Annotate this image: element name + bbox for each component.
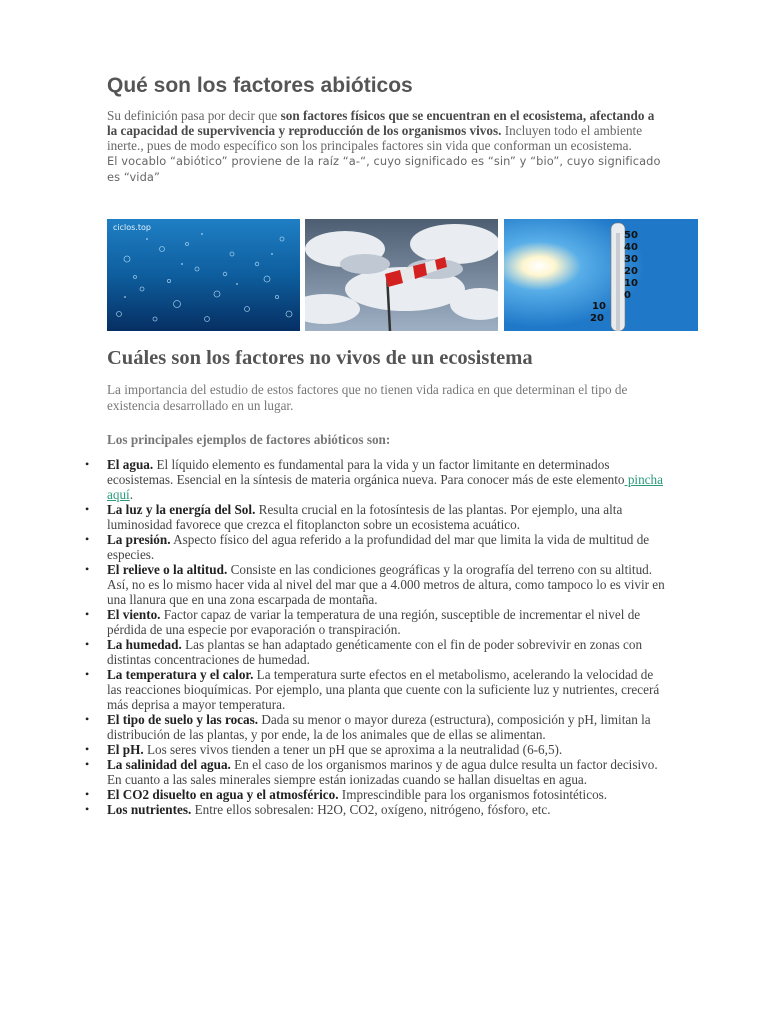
factor-description: En el caso de los organismos marinos y de agua dulce resulta un factor decisivo. En cuanto a las sales minerales siempre están ionizadas cuando se hallan disueltas en agua. <box>107 757 658 787</box>
factor-name: La humedad. <box>107 637 182 652</box>
factor-name: El CO2 disuelto en agua y el atmosférico. <box>107 787 339 802</box>
thermo-tick: 20 <box>624 266 638 277</box>
factor-item <box>85 667 667 712</box>
factor-description: Aspecto físico del agua referido a la profundidad del mar que limita la vida de multitud de especies. <box>107 532 650 562</box>
factor-description: Factor capaz de variar la temperatura de una región, susceptible de incrementar el nivel de pérdida de una especie por evaporación o transpiración. <box>107 607 641 637</box>
factor-item <box>85 742 667 757</box>
bullet-icon: • <box>85 457 90 471</box>
underwater-bubbles-image <box>107 219 300 331</box>
intro-lead: Su definición pasa por decir que <box>107 108 281 123</box>
thermo-tick: 30 <box>624 254 638 265</box>
thermo-tick: 40 <box>624 242 638 253</box>
intro-bold: son factores físicos que se encuentran en el ecosistema, afectando a la capacidad de supervivencia y reproducción de los organismos vivos. <box>107 108 655 138</box>
factor-item <box>85 607 667 637</box>
thermo-tick: 10 <box>624 278 638 289</box>
bullet-icon: • <box>85 532 90 546</box>
factor-description: Resulta crucial en la fotosíntesis de las plantas. Por ejemplo, una alta luminosidad favorece que crezca el fitoplancton sobre un ecosistema acuático. <box>107 502 623 532</box>
bullet-icon: • <box>85 757 90 771</box>
factor-item <box>85 757 667 787</box>
factor-item <box>85 532 667 562</box>
bullet-icon: • <box>85 502 90 516</box>
factor-name: La temperatura y el calor. <box>107 667 254 682</box>
factor-description: El líquido elemento es fundamental para la vida y un factor limitante en determinados ecosistemas. Esencial en la síntesis de materia orgánica nueva. Para conocer más de este elemento <box>107 457 625 487</box>
page-title: Qué son los factores abióticos <box>107 74 413 97</box>
ciclos-watermark: ciclos.top <box>113 223 151 232</box>
factor-description: Consiste en las condiciones geográficas y la orografía del terreno con su altitud. Así, no es lo mismo hacer vida al nivel del mar que a 4.000 metros de altura, como tampoco lo es vivir en una llanura que en una zona escarpada de montaña. <box>107 562 665 607</box>
thermo-tick: 0 <box>624 290 631 301</box>
factor-item <box>85 562 667 607</box>
factor-name: El relieve o la altitud. <box>107 562 228 577</box>
factor-name: El viento. <box>107 607 161 622</box>
factor-trailing-text: . <box>129 487 134 502</box>
factor-item <box>85 637 667 667</box>
intro-rest: Incluyen todo el ambiente inerte., pues de modo específico son los principales factores sin vida que conforman un ecosistema. <box>107 123 643 153</box>
intro-vocablo: El vocablo “abiótico” proviene de la raíz “a-“, cuyo significado es “sin” y “bio”, cuyo significado es “vida” <box>107 154 661 184</box>
bullet-icon: • <box>85 637 90 651</box>
bullet-icon: • <box>85 802 90 816</box>
thermo-tick: 10 <box>592 301 606 312</box>
factor-name: La presión. <box>107 532 171 547</box>
factor-description: Las plantas se han adaptado genéticamente con el fin de poder sobrevivir en zonas con distintas concentraciones de humedad. <box>107 637 643 667</box>
factor-name: La salinidad del agua. <box>107 757 231 772</box>
bullet-icon: • <box>85 667 90 681</box>
factor-description: Dada su menor o mayor dureza (estructura), composición y pH, limitan la distribución de las plantas, y por ende, la de los animales que de ellas se alimentan. <box>107 712 651 742</box>
factor-description: Los seres vivos tienden a tener un pH que se aproxima a la neutralidad (6-6,5). <box>143 742 563 757</box>
factor-item <box>85 802 667 817</box>
factor-name: Los nutrientes. <box>107 802 192 817</box>
factor-name: El agua. <box>107 457 154 472</box>
bullet-icon: • <box>85 787 90 801</box>
factor-name: El pH. <box>107 742 144 757</box>
factor-description: La temperatura surte efectos en el metabolismo, acelerando la velocidad de las reacciones bioquímicas. Por ejemplo, una planta que cuente con la suficiente luz y nutrientes, crecerá más deprisa a mayor temperatura. <box>107 667 660 712</box>
bullet-icon: • <box>85 562 90 576</box>
examples-heading: Los principales ejemplos de factores abióticos son: <box>107 432 391 447</box>
section-subtitle: Cuáles son los factores no vivos de un ecosistema <box>107 347 533 369</box>
factor-item <box>85 457 667 502</box>
factor-name: La luz y la energía del Sol. <box>107 502 256 517</box>
factor-description: Imprescindible para los organismos fotosintéticos. <box>338 787 608 802</box>
thermometer-sun-image <box>504 219 698 331</box>
bullet-icon: • <box>85 742 90 756</box>
pincha-aqui-link[interactable]: pincha aquí <box>107 472 663 502</box>
factor-name: El tipo de suelo y las rocas. <box>107 712 259 727</box>
thermo-tick: 50 <box>624 230 638 241</box>
factor-item <box>85 712 667 742</box>
image-strip <box>107 219 698 331</box>
factor-description: Entre ellos sobresalen: H2O, CO2, oxígeno, nitrógeno, fósforo, etc. <box>191 802 551 817</box>
bullet-icon: • <box>85 607 90 621</box>
bullet-icon: • <box>85 712 90 726</box>
windsock-image <box>305 219 498 331</box>
section-description: La importancia del estudio de estos factores que no tienen vida radica en que determinan el tipo de existencia desarrollado en un lugar. <box>107 382 628 413</box>
factor-item <box>85 787 667 802</box>
intro-paragraph <box>107 108 667 185</box>
thermo-tick: 20 <box>590 313 604 324</box>
factor-item <box>85 502 667 532</box>
factors-list <box>85 457 667 817</box>
